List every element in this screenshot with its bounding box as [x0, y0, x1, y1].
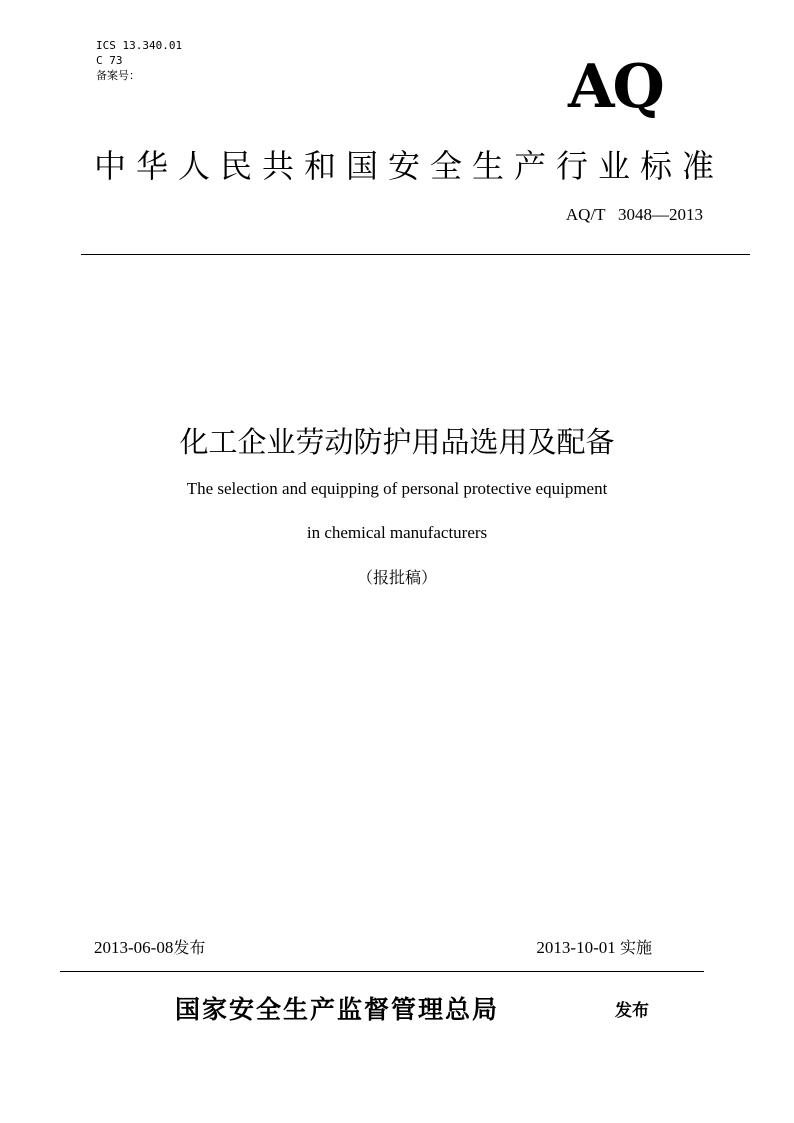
document-title-chinese: 化工企业劳动防护用品选用及配备 [179, 425, 615, 459]
implementation-date-block [536, 937, 652, 959]
aq-logo: AQ [568, 52, 663, 122]
classification-block [96, 38, 182, 83]
publisher-name: 国家安全生产监督管理总局 [175, 995, 500, 1024]
standard-category-title: 中华人民共和国安全生产行业标准 [94, 147, 725, 185]
publisher-suffix: 发布 [615, 1001, 649, 1021]
issue-date-block [94, 937, 205, 959]
ics-code: ICS 13.340.01 [96, 39, 183, 52]
issue-label: 发布 [173, 938, 206, 957]
issue-date: 2013-06-08 [94, 938, 174, 957]
implementation-label: 实施 [619, 938, 652, 957]
header-divider [81, 254, 750, 255]
draft-status: （报批稿） [356, 568, 437, 587]
standard-number: AQ/T 3048—2013 [565, 205, 703, 224]
footer-divider [60, 971, 704, 972]
document-title-english-line2: in chemical manufacturers [306, 523, 488, 542]
record-number-label: 备案号： [96, 69, 140, 82]
implementation-date: 2013-10-01 [536, 938, 616, 957]
document-title-english-line1: The selection and equipping of personal protective equipment [186, 479, 608, 498]
ccs-code: C 73 [96, 54, 123, 67]
